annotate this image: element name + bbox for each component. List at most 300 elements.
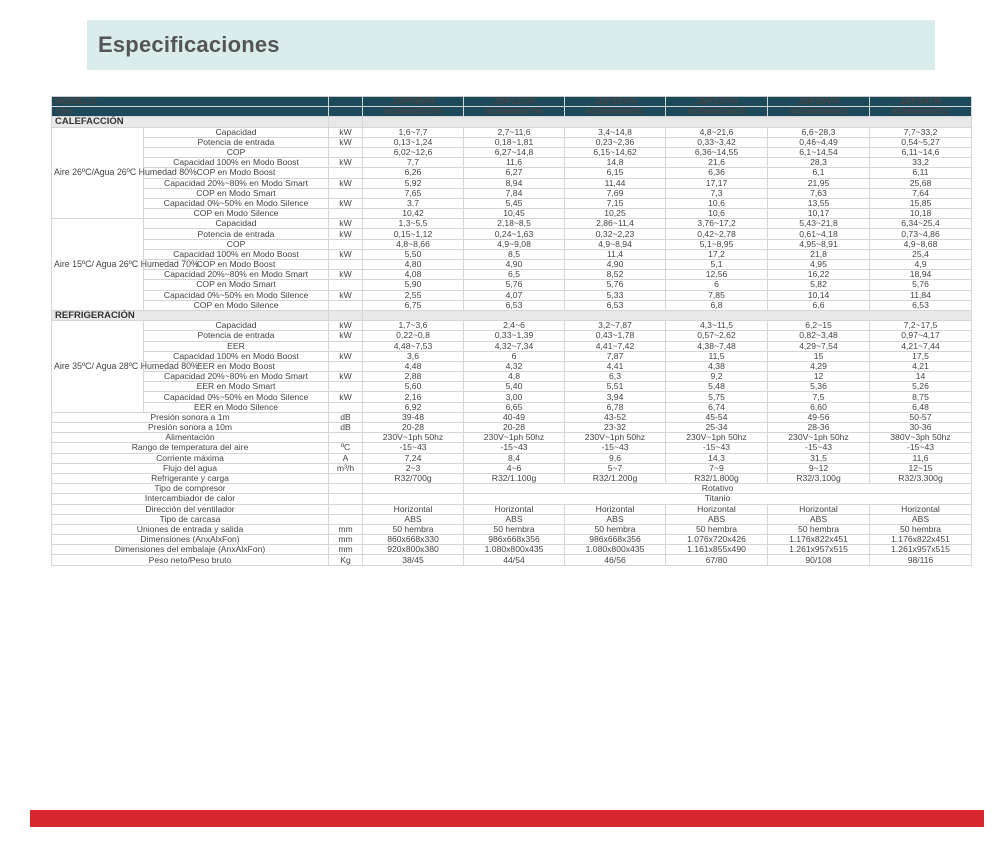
spec-value: Horizontal	[666, 504, 768, 514]
spec-name: COP en Modo Boost	[144, 260, 329, 270]
spec-value: 6,8	[666, 300, 768, 310]
spec-value: 4,9~9,08	[464, 239, 565, 249]
spec-value: 3,94	[565, 392, 666, 402]
spec-value: Horizontal	[363, 504, 464, 514]
spec-value: 17,5	[870, 351, 972, 361]
spec-value: 49-56	[768, 412, 870, 422]
spec-name: Capacidad	[144, 321, 329, 331]
spec-unit: kW	[329, 158, 363, 168]
model-cell: JSP29VN	[768, 97, 870, 107]
spec-unit	[329, 280, 363, 290]
spec-value: 0,73~4,86	[870, 229, 972, 239]
spec-value: 4,9~8,68	[870, 239, 972, 249]
spec-value: 2,86~11,4	[565, 219, 666, 229]
spec-row	[52, 147, 972, 157]
spec-row	[52, 158, 972, 168]
spec-value: 90/108	[768, 555, 870, 565]
spec-value: Horizontal	[768, 504, 870, 514]
spec-value: 3,2~7,87	[565, 321, 666, 331]
spec-name: COP	[144, 239, 329, 249]
spec-value: 0,13~1,24	[363, 137, 464, 147]
spec-name: Tipo de carcasa	[52, 514, 329, 524]
ean-row	[52, 107, 972, 117]
spec-value: 2,16	[363, 392, 464, 402]
spec-value: 39-48	[363, 412, 464, 422]
spec-value: 7,7~33,2	[870, 127, 972, 137]
spec-value: 6,15	[565, 168, 666, 178]
model-cell: JSP23VN	[666, 97, 768, 107]
spec-name: Potencia de entrada	[144, 331, 329, 341]
spec-value: 3,4~14,8	[565, 127, 666, 137]
spec-value: 11,6	[464, 158, 565, 168]
spec-value: 6,2~15	[768, 321, 870, 331]
spec-value: R32/3.300g	[870, 473, 972, 483]
spec-name: Capacidad 20%~80% en Modo Smart	[144, 178, 329, 188]
spec-value: 6,27~14,8	[464, 147, 565, 157]
spec-name: EER en Modo Silence	[144, 402, 329, 412]
spec-value: 7,5	[768, 392, 870, 402]
spec-unit: kW	[329, 198, 363, 208]
spec-value: ABS	[565, 514, 666, 524]
spec-value: 6,27	[464, 168, 565, 178]
spec-value: 7,87	[565, 351, 666, 361]
spec-row	[52, 270, 972, 280]
spec-name: Presión sonora a 10m	[52, 423, 329, 433]
spec-value: 6,11	[870, 168, 972, 178]
spec-value: 11,6	[870, 453, 972, 463]
spec-value: 9,2	[666, 372, 768, 382]
spec-value: 1,7~3,6	[363, 321, 464, 331]
spec-value: 1.161x855x490	[666, 545, 768, 555]
general-spec-row	[52, 473, 972, 483]
spec-value: 0,22~0,8	[363, 331, 464, 341]
model-header-row	[52, 97, 972, 107]
spec-row	[52, 392, 972, 402]
spec-value: 7,15	[565, 198, 666, 208]
spec-unit: kW	[329, 249, 363, 259]
spec-value: 33,2	[870, 158, 972, 168]
spec-value: 6,48	[870, 402, 972, 412]
spec-value: 5~7	[565, 463, 666, 473]
spec-shared-value: Titanio	[464, 494, 972, 504]
spec-value: 4,95~8,91	[768, 239, 870, 249]
spec-value: 9,6	[565, 453, 666, 463]
spec-value: 8,75	[870, 392, 972, 402]
spec-value: 6,1	[768, 168, 870, 178]
spec-value: 0,82~3,48	[768, 331, 870, 341]
spec-value: 5,1~8,95	[666, 239, 768, 249]
spec-value: 6,74	[666, 402, 768, 412]
spec-name: COP en Modo Smart	[144, 188, 329, 198]
spec-value: 4,8~21,6	[666, 127, 768, 137]
spec-value: 4,07	[464, 290, 565, 300]
section-title: CALEFACCIÓN	[52, 117, 329, 127]
spec-unit	[329, 494, 363, 504]
spec-unit	[329, 402, 363, 412]
spec-value: 7,7	[363, 158, 464, 168]
section-unit-cell	[329, 117, 363, 127]
spec-unit: kW	[329, 290, 363, 300]
spec-name: Dimensiones (AnxAlxFon)	[52, 535, 329, 545]
general-spec-row	[52, 463, 972, 473]
spec-value: 10,14	[768, 290, 870, 300]
general-spec-row	[52, 494, 972, 504]
spec-unit: kW	[329, 137, 363, 147]
spec-unit: m³/h	[329, 463, 363, 473]
ean-label: EAN	[52, 107, 329, 117]
spec-value: 4,32~7,34	[464, 341, 565, 351]
spec-value: 67/80	[666, 555, 768, 565]
spec-name: Rango de temperatura del aire	[52, 443, 329, 453]
spec-value: 28-36	[768, 423, 870, 433]
spec-value: 10,6	[666, 198, 768, 208]
spec-value: 0,46~4,49	[768, 137, 870, 147]
spec-unit: dB	[329, 412, 363, 422]
spec-value: 2,88	[363, 372, 464, 382]
spec-unit-spacer	[363, 494, 464, 504]
spec-value: 920x800x380	[363, 545, 464, 555]
spec-value: 5,26	[870, 382, 972, 392]
spec-unit: kW	[329, 372, 363, 382]
spec-value: 7,85	[666, 290, 768, 300]
spec-value: 1,6~7,7	[363, 127, 464, 137]
spec-value: 6,36	[666, 168, 768, 178]
spec-value: 45-54	[666, 412, 768, 422]
spec-value: 38/45	[363, 555, 464, 565]
spec-value: 230V~1ph 50hz	[565, 433, 666, 443]
spec-value: 14	[870, 372, 972, 382]
spec-name: Peso neto/Peso bruto	[52, 555, 329, 565]
spec-value: 50 hembra	[666, 524, 768, 534]
spec-name: Capacidad 0%~50% en Modo Silence	[144, 198, 329, 208]
spec-value: -15~43	[666, 443, 768, 453]
spec-value: 2,7~11,6	[464, 127, 565, 137]
spec-unit: kW	[329, 351, 363, 361]
spec-value: 0,33~3,42	[666, 137, 768, 147]
general-spec-row	[52, 504, 972, 514]
spec-value: 10,25	[565, 209, 666, 219]
section-filler-cell	[363, 117, 972, 127]
spec-value: 0,43~1,78	[565, 331, 666, 341]
section-title: REFRIGERACIÓN	[52, 310, 329, 320]
spec-name: EER	[144, 341, 329, 351]
spec-value: 11,44	[565, 178, 666, 188]
spec-value: -15~43	[464, 443, 565, 453]
spec-value: 1.261x957x515	[870, 545, 972, 555]
spec-value: 10,18	[870, 209, 972, 219]
model-cell: JSP08VN	[363, 97, 464, 107]
spec-unit	[329, 188, 363, 198]
spec-value: 4,9~8,94	[565, 239, 666, 249]
spec-value: Horizontal	[464, 504, 565, 514]
spec-unit: kW	[329, 270, 363, 280]
general-spec-row	[52, 555, 972, 565]
spec-name: COP en Modo Silence	[144, 300, 329, 310]
spec-value: 2,18~8,5	[464, 219, 565, 229]
spec-value: 11,84	[870, 290, 972, 300]
spec-value: 5,76	[870, 280, 972, 290]
spec-unit-spacer	[363, 484, 464, 494]
spec-unit	[329, 209, 363, 219]
test-condition: Aire 35ºC/ Agua 28ºC Humedad 80%	[52, 321, 144, 413]
test-condition: Aire 15ºC/ Agua 26ºC Humedad 70%	[52, 219, 144, 311]
spec-value: 8,4	[464, 453, 565, 463]
spec-value: 986x668x356	[464, 535, 565, 545]
spec-value: 4,95	[768, 260, 870, 270]
page-title: Especificaciones	[98, 32, 280, 57]
spec-value: -15~43	[870, 443, 972, 453]
spec-row	[52, 341, 972, 351]
model-cell: JSP12VN	[464, 97, 565, 107]
spec-value: 4,21~7,44	[870, 341, 972, 351]
ean-cell: 8435666506801	[565, 107, 666, 117]
spec-value: 50 hembra	[565, 524, 666, 534]
spec-name: Presión sonora a 1m	[52, 412, 329, 422]
spec-value: 4,48	[363, 361, 464, 371]
spec-value: 17,2	[666, 249, 768, 259]
spec-unit: Kg	[329, 555, 363, 565]
spec-value: 23-32	[565, 423, 666, 433]
spec-value: 12	[768, 372, 870, 382]
spec-value: 4,38	[666, 361, 768, 371]
spec-name: Capacidad 0%~50% en Modo Silence	[144, 290, 329, 300]
spec-value: -15~43	[363, 443, 464, 453]
spec-value: Horizontal	[565, 504, 666, 514]
spec-value: 6,75	[363, 300, 464, 310]
spec-unit	[329, 514, 363, 524]
test-condition: Aire 26ºC/Agua 26ºC Humedad 80%	[52, 127, 144, 219]
spec-name: EER en Modo Boost	[144, 361, 329, 371]
spec-value: ABS	[768, 514, 870, 524]
spec-value: 5,60	[363, 382, 464, 392]
spec-value: 10,42	[363, 209, 464, 219]
spec-value: 25,68	[870, 178, 972, 188]
spec-name: Capacidad 20%~80% en Modo Smart	[144, 270, 329, 280]
spec-unit: mm	[329, 545, 363, 555]
spec-value: 4,8~8,66	[363, 239, 464, 249]
spec-value: 6,6	[768, 300, 870, 310]
spec-name: Capacidad 100% en Modo Boost	[144, 158, 329, 168]
spec-value: 4~6	[464, 463, 565, 473]
spec-value: 7,65	[363, 188, 464, 198]
spec-name: COP en Modo Silence	[144, 209, 329, 219]
spec-value: 10,45	[464, 209, 565, 219]
spec-unit	[329, 382, 363, 392]
spec-value: 50-57	[870, 412, 972, 422]
spec-shared-value: Rotativo	[464, 484, 972, 494]
spec-value: 6,53	[565, 300, 666, 310]
spec-value: 7,69	[565, 188, 666, 198]
spec-value: 17,17	[666, 178, 768, 188]
spec-value: 20-28	[464, 423, 565, 433]
spec-value: 12~15	[870, 463, 972, 473]
spec-unit: mm	[329, 524, 363, 534]
spec-value: Horizontal	[870, 504, 972, 514]
spec-value: 6,3	[565, 372, 666, 382]
spec-unit	[329, 341, 363, 351]
spec-name: Capacidad 0%~50% en Modo Silence	[144, 392, 329, 402]
spec-value: 1.261x957x515	[768, 545, 870, 555]
spec-value: 50 hembra	[464, 524, 565, 534]
spec-value: 380V~3ph 50hz	[870, 433, 972, 443]
ean-cell: 8435666506795	[464, 107, 565, 117]
spec-value: 21,6	[666, 158, 768, 168]
spec-row	[52, 239, 972, 249]
spec-value: 4,32	[464, 361, 565, 371]
spec-value: 21,95	[768, 178, 870, 188]
spec-value: 3,00	[464, 392, 565, 402]
spec-value: ABS	[363, 514, 464, 524]
general-spec-row	[52, 423, 972, 433]
spec-value: 15,85	[870, 198, 972, 208]
spec-value: 3,7	[363, 198, 464, 208]
spec-row	[52, 209, 972, 219]
spec-value: 98/116	[870, 555, 972, 565]
spec-unit: kW	[329, 331, 363, 341]
spec-value: R32/3.100g	[768, 473, 870, 483]
spec-value: 860x668x330	[363, 535, 464, 545]
spec-value: 13,55	[768, 198, 870, 208]
spec-value: 4,38~7,48	[666, 341, 768, 351]
spec-value: 0,54~5,27	[870, 137, 972, 147]
spec-value: 5,33	[565, 290, 666, 300]
spec-name: Uniones de entrada y salida	[52, 524, 329, 534]
spec-value: 230V~1ph 50hz	[768, 433, 870, 443]
spec-row	[52, 382, 972, 392]
spec-value: 5,51	[565, 382, 666, 392]
spec-name: Capacidad	[144, 127, 329, 137]
spec-value: R32/1.100g	[464, 473, 565, 483]
spec-row	[52, 137, 972, 147]
spec-row	[52, 229, 972, 239]
spec-value: -15~43	[768, 443, 870, 453]
spec-value: 4,41	[565, 361, 666, 371]
spec-value: 5,90	[363, 280, 464, 290]
spec-value: ABS	[870, 514, 972, 524]
spec-value: 986x668x356	[565, 535, 666, 545]
spec-value: 6,02~12,6	[363, 147, 464, 157]
ean-cell: 8435666506832	[870, 107, 972, 117]
spec-unit: kW	[329, 321, 363, 331]
spec-name: Capacidad 20%~80% en Modo Smart	[144, 372, 329, 382]
spec-value: 6,92	[363, 402, 464, 412]
spec-value: 5,76	[565, 280, 666, 290]
spec-value: 230V~1ph 50hz	[363, 433, 464, 443]
spec-value: 7,2~17,5	[870, 321, 972, 331]
section-unit-cell	[329, 310, 363, 320]
spec-row	[52, 321, 972, 331]
spec-value: 12,56	[666, 270, 768, 280]
spec-value: 0,15~1,12	[363, 229, 464, 239]
spec-value: 46/56	[565, 555, 666, 565]
spec-unit	[329, 473, 363, 483]
spec-name: Corriente máxima	[52, 453, 329, 463]
spec-value: 8,5	[464, 249, 565, 259]
spec-value: 5,1	[666, 260, 768, 270]
spec-unit: kW	[329, 219, 363, 229]
spec-value: 1.176x822x451	[870, 535, 972, 545]
spec-value: ABS	[464, 514, 565, 524]
general-spec-row	[52, 443, 972, 453]
spec-value: 30-36	[870, 423, 972, 433]
spec-value: R32/700g	[363, 473, 464, 483]
general-spec-row	[52, 433, 972, 443]
spec-value: 50 hembra	[870, 524, 972, 534]
ean-cell: 8435666506788	[363, 107, 464, 117]
spec-value: 5,45	[464, 198, 565, 208]
spec-value: 4,90	[464, 260, 565, 270]
spec-row	[52, 402, 972, 412]
spec-row	[52, 188, 972, 198]
spec-unit	[329, 484, 363, 494]
spec-value: 6,15~14,62	[565, 147, 666, 157]
spec-value: 2,4~6	[464, 321, 565, 331]
ean-cell: 8435666506825	[768, 107, 870, 117]
spec-value: 6,11~14,6	[870, 147, 972, 157]
spec-name: Dimensiones del embalaje (AnxAlxFon)	[52, 545, 329, 555]
spec-name: Capacidad	[144, 219, 329, 229]
spec-value: 21,8	[768, 249, 870, 259]
spec-value: 7~9	[666, 463, 768, 473]
spec-value: 4,80	[363, 260, 464, 270]
spec-value: 6,26	[363, 168, 464, 178]
spec-value: 4,8	[464, 372, 565, 382]
spec-name: COP en Modo Boost	[144, 168, 329, 178]
spec-unit	[329, 361, 363, 371]
spec-value: 5,48	[666, 382, 768, 392]
spec-row	[52, 300, 972, 310]
section-filler-cell	[363, 310, 972, 320]
spec-value: 6,53	[870, 300, 972, 310]
spec-row	[52, 351, 972, 361]
section-header-row	[52, 117, 972, 127]
spec-value: 7,84	[464, 188, 565, 198]
general-spec-row	[52, 535, 972, 545]
spec-value: 0,97~4,17	[870, 331, 972, 341]
spec-value: 2,55	[363, 290, 464, 300]
spec-value: 6	[666, 280, 768, 290]
spec-value: 31,5	[768, 453, 870, 463]
model-cell: JSP34YN	[870, 97, 972, 107]
spec-row	[52, 372, 972, 382]
spec-unit: mm	[329, 535, 363, 545]
spec-value: 25-34	[666, 423, 768, 433]
spec-value: 5,43~21,8	[768, 219, 870, 229]
spec-value: 16,22	[768, 270, 870, 280]
spec-value: 14,3	[666, 453, 768, 463]
spec-name: Intercambiador de calor	[52, 494, 329, 504]
spec-value: 7,64	[870, 188, 972, 198]
spec-name: Flujo del agua	[52, 463, 329, 473]
spec-name: COP en Modo Smart	[144, 280, 329, 290]
spec-value: 7,3	[666, 188, 768, 198]
spec-unit	[329, 504, 363, 514]
spec-unit: kW	[329, 127, 363, 137]
spec-value: 14,8	[565, 158, 666, 168]
spec-name: Potencia de entrada	[144, 137, 329, 147]
spec-value: 5,50	[363, 249, 464, 259]
spec-value: 4,08	[363, 270, 464, 280]
spec-value: 5,36	[768, 382, 870, 392]
spec-value: 5,40	[464, 382, 565, 392]
general-spec-row	[52, 412, 972, 422]
spec-name: Tipo de compresor	[52, 484, 329, 494]
spec-value: 5,76	[464, 280, 565, 290]
spec-value: 1.080x800x435	[464, 545, 565, 555]
spec-value: 6	[464, 351, 565, 361]
spec-unit: kW	[329, 392, 363, 402]
spec-name: Refrigerante y carga	[52, 473, 329, 483]
